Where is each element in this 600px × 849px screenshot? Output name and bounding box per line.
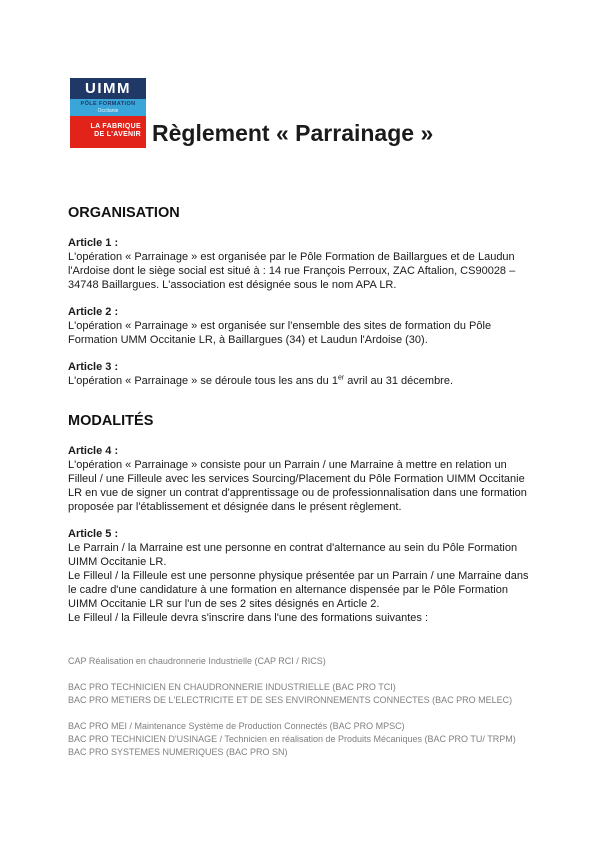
occitanie-label: Occitanie bbox=[97, 107, 119, 114]
article-3 bbox=[68, 360, 534, 388]
article-3-text bbox=[68, 374, 534, 388]
formation-item: CAP Réalisation en chaudronnerie Industrielle (CAP RCI / RICS) bbox=[68, 656, 326, 666]
article-1-body bbox=[68, 250, 534, 292]
ordinal-superscript: er bbox=[337, 374, 345, 382]
uimm-logo bbox=[70, 78, 146, 148]
formation-item: BAC PRO TECHNICIEN D'USINAGE / Technicien en réalisation de Produits Mécaniques (BAC PRO TU/ TRPM) bbox=[68, 734, 516, 744]
article-5-label: Article 5 : bbox=[68, 528, 119, 540]
tagline-line1: LA FABRIQUE bbox=[90, 123, 141, 130]
article-4-body bbox=[68, 458, 534, 514]
article-2 bbox=[68, 305, 534, 347]
pole-formation-label: PÔLE FORMATION bbox=[80, 100, 136, 107]
uimm-logo-band bbox=[70, 99, 146, 116]
article-3-text-end: avril au 31 décembre. bbox=[344, 375, 454, 387]
article-5-body bbox=[68, 541, 534, 625]
formations-list bbox=[68, 655, 598, 759]
article-1 bbox=[68, 236, 534, 292]
tagline-line2: DE L'AVENIR bbox=[94, 131, 141, 139]
article-5-paragraph-3: Le Filleul / la Filleule devra s'inscrire dans l'une des formations suivantes : bbox=[68, 612, 429, 624]
article-4-label: Article 4 : bbox=[68, 445, 119, 457]
article-1-text: L'opération « Parrainage » est organisée par le Pôle Formation de Baillargues et de Laudun l'Ardoise dont le siège social est situé à : 14 rue François Perroux, ZAC Aftalion, CS90028 – 34748 Baillargues. L'association est désignée sous le nom APA LR. bbox=[68, 251, 516, 291]
formation-item: BAC PRO MEI / Maintenance Système de Production Connectés (BAC PRO MPSC) bbox=[68, 721, 405, 731]
article-4-text: L'opération « Parrainage » consiste pour un Parrain / une Marraine à mettre en relation un Filleul / une Filleule avec les services Sourcing/Placement du Pôle Formation UIMM Occitanie LR en vue de signer un contrat d'apprentissage ou de professionnalisation dans une formation proposée par l'établissement et désignée dans le présent règlement. bbox=[68, 459, 527, 513]
document-header bbox=[70, 78, 560, 148]
section-modalites bbox=[68, 413, 534, 625]
uimm-tagline bbox=[70, 116, 146, 148]
formations-group-cap bbox=[68, 655, 598, 668]
article-3-label: Article 3 : bbox=[68, 361, 119, 373]
formations-group-bacpro-1 bbox=[68, 681, 598, 707]
article-2-text: L'opération « Parrainage » est organisée sur l'ensemble des sites de formation du Pôle Formation UMM Occitanie LR, à Baillargues (34) et Laudun l'Ardoise (30). bbox=[68, 320, 492, 346]
document-content bbox=[68, 205, 534, 759]
article-1-label: Article 1 : bbox=[68, 237, 119, 249]
article-3-body bbox=[68, 374, 534, 388]
section-organisation bbox=[68, 205, 534, 388]
article-5-paragraph-2: Le Filleul / la Filleule est une personne physique présentée par un Parrain / une Marraine dans le cadre d'une candidature à une formation en alternance dispensée par le Pôle Formation UIMM Occitanie LR sur l'un de ses 2 sites désignés en Article 2. bbox=[68, 570, 529, 610]
article-2-body bbox=[68, 319, 534, 347]
section-heading-modalites: MODALITÉS bbox=[68, 413, 154, 429]
article-5 bbox=[68, 527, 534, 625]
article-2-label: Article 2 : bbox=[68, 306, 119, 318]
formations-group-bacpro-2 bbox=[68, 720, 598, 759]
article-5-paragraph-1: Le Parrain / la Marraine est une personne en contrat d'alternance au sein du Pôle Formation UIMM Occitanie LR. bbox=[68, 542, 518, 568]
formation-item: BAC PRO METIERS DE L'ELECTRICITE ET DE SES ENVIRONNEMENTS CONNECTES (BAC PRO MELEC) bbox=[68, 695, 513, 705]
section-heading-organisation: ORGANISATION bbox=[68, 205, 180, 221]
page-title: Règlement « Parrainage » bbox=[152, 120, 434, 146]
formation-item: BAC PRO TECHNICIEN EN CHAUDRONNERIE INDUSTRIELLE (BAC PRO TCI) bbox=[68, 682, 396, 692]
formation-item: BAC PRO SYSTEMES NUMERIQUES (BAC PRO SN) bbox=[68, 747, 288, 757]
uimm-wordmark: UIMM bbox=[70, 78, 146, 99]
article-4 bbox=[68, 444, 534, 514]
article-3-text-start: L'opération « Parrainage » se déroule tous les ans du 1 bbox=[68, 375, 338, 387]
